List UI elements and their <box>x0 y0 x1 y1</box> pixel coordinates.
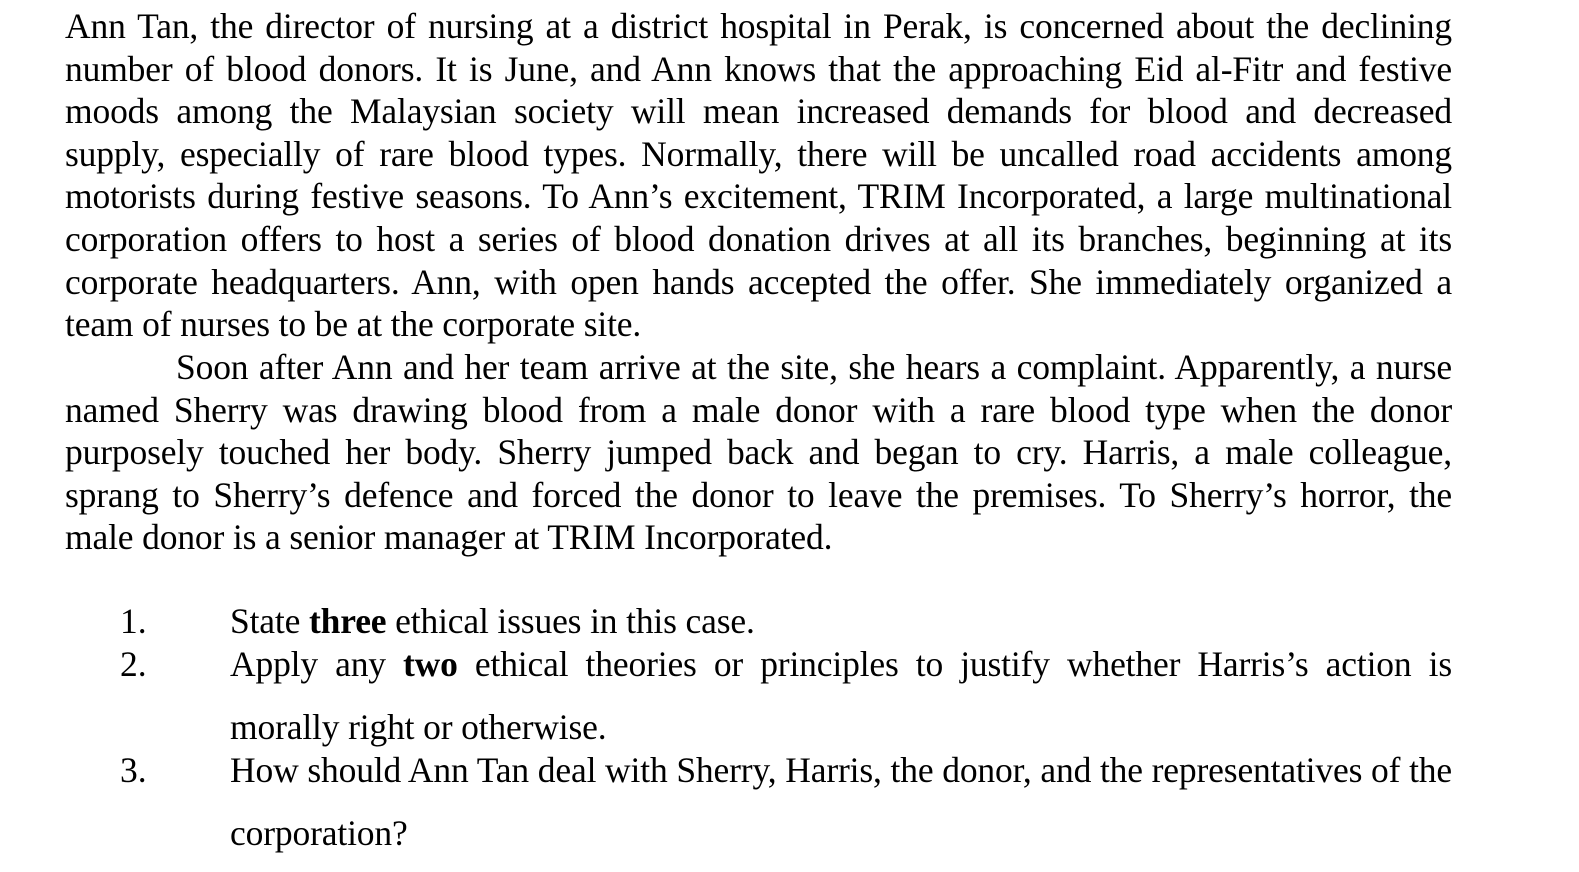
question-text-3-start: How should Ann Tan deal with Sherry, Harris, the donor, and the representatives of the corporation? <box>230 750 1452 853</box>
question-text-1-start: State <box>230 601 309 641</box>
question-text-1-end: ethical issues in this case. <box>386 601 755 641</box>
question-text-2-start: Apply any <box>230 644 404 684</box>
question-text-2-emphasis: two <box>403 644 458 684</box>
question-text-3 <box>230 739 1452 865</box>
question-number-3: 3. <box>120 750 147 790</box>
question-text-2-end: ethical theories or principles to justify whether Harris’s action is morally right or otherwise. <box>230 644 1452 747</box>
question-number-2: 2. <box>120 644 147 684</box>
question-text-1-emphasis: three <box>308 601 387 641</box>
case-paragraph-2: Soon after Ann and her team arrive at the site, she hears a complaint. Apparently, a nurse named Sherry was drawing blood from a male donor with a rare blood type when the donor purposely touched her body. Sherry jumped back and began to cry. Harris, a male colleague, sprang to Sherry’s defence and forced the donor to leave the premises. To Sherry’s horror, the male donor is a senior manager at TRIM Incorporated. <box>65 347 1452 558</box>
question-number-1: 1. <box>120 601 147 641</box>
case-paragraph-1: Ann Tan, the director of nursing at a district hospital in Perak, is concerned about the declining number of blood donors. It is June, and Ann knows that the approaching Eid al-Fitr and festive moods among the Malaysian society will mean increased demands for blood and decreased supply, especially of rare blood types. Normally, there will be uncalled road accidents among motorists during festive seasons. To Ann’s excitement, TRIM Incorporated, a large multinational corporation offers to host a series of blood donation drives at all its branches, beginning at its corporate headquarters. Ann, with open hands accepted the offer. She immediately organized a team of nurses to be at the corporate site. <box>65 6 1452 345</box>
